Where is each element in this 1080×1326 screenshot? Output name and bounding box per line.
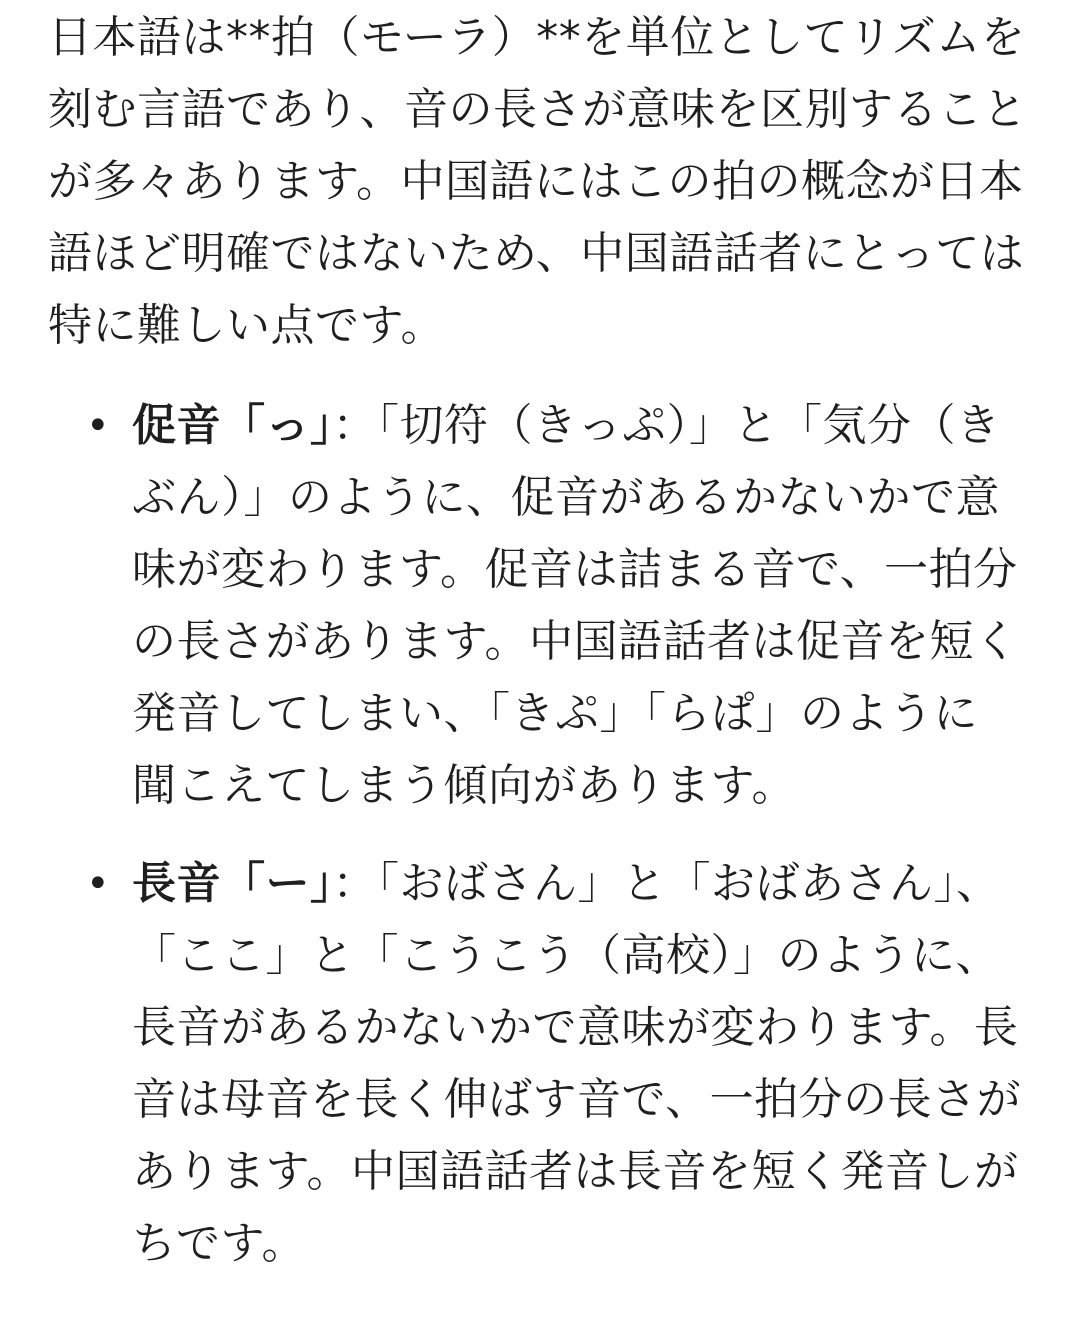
bullet-icon: • bbox=[86, 861, 111, 907]
document-body bbox=[48, 0, 1038, 1306]
item-term: 長音「ー」 bbox=[132, 858, 333, 909]
list-item-chouon bbox=[86, 848, 1022, 1280]
item-text: 「切符（きっぷ）」と「気分（きぶん）」のように、促音があるかないかで意味が変わります。促音は詰まる音で、一拍分の長さがあります。中国語話者は促音を短く発音してしまい、「きぷ」「らぱ」のように聞こえてしまう傾向があります。 bbox=[132, 400, 1019, 811]
item-term: 促音「っ」 bbox=[132, 400, 333, 451]
item-separator: ： bbox=[332, 858, 377, 909]
item-text: 「おばさん」と「おばあさん」、「ここ」と「こうこう（高校）」のように、長音があるかないかで意味が変わります。長音は母音を長く伸ばす音で、一拍分の長さがあります。中国語話者は長音を短く発音しがちです。 bbox=[132, 858, 1022, 1269]
intro-paragraph: 日本語は**拍（モーラ）**を単位としてリズムを刻む言語であり、音の長さが意味を区別することが多々あります。中国語にはこの拍の概念が日本語ほど明確ではないため、中国語話者にとっては特に難しい点です。 bbox=[48, 12, 1027, 351]
item-separator: ： bbox=[332, 400, 377, 451]
list-item-sokuon bbox=[86, 390, 1022, 822]
bullet-list bbox=[48, 390, 1038, 1280]
bullet-icon: • bbox=[86, 403, 111, 449]
